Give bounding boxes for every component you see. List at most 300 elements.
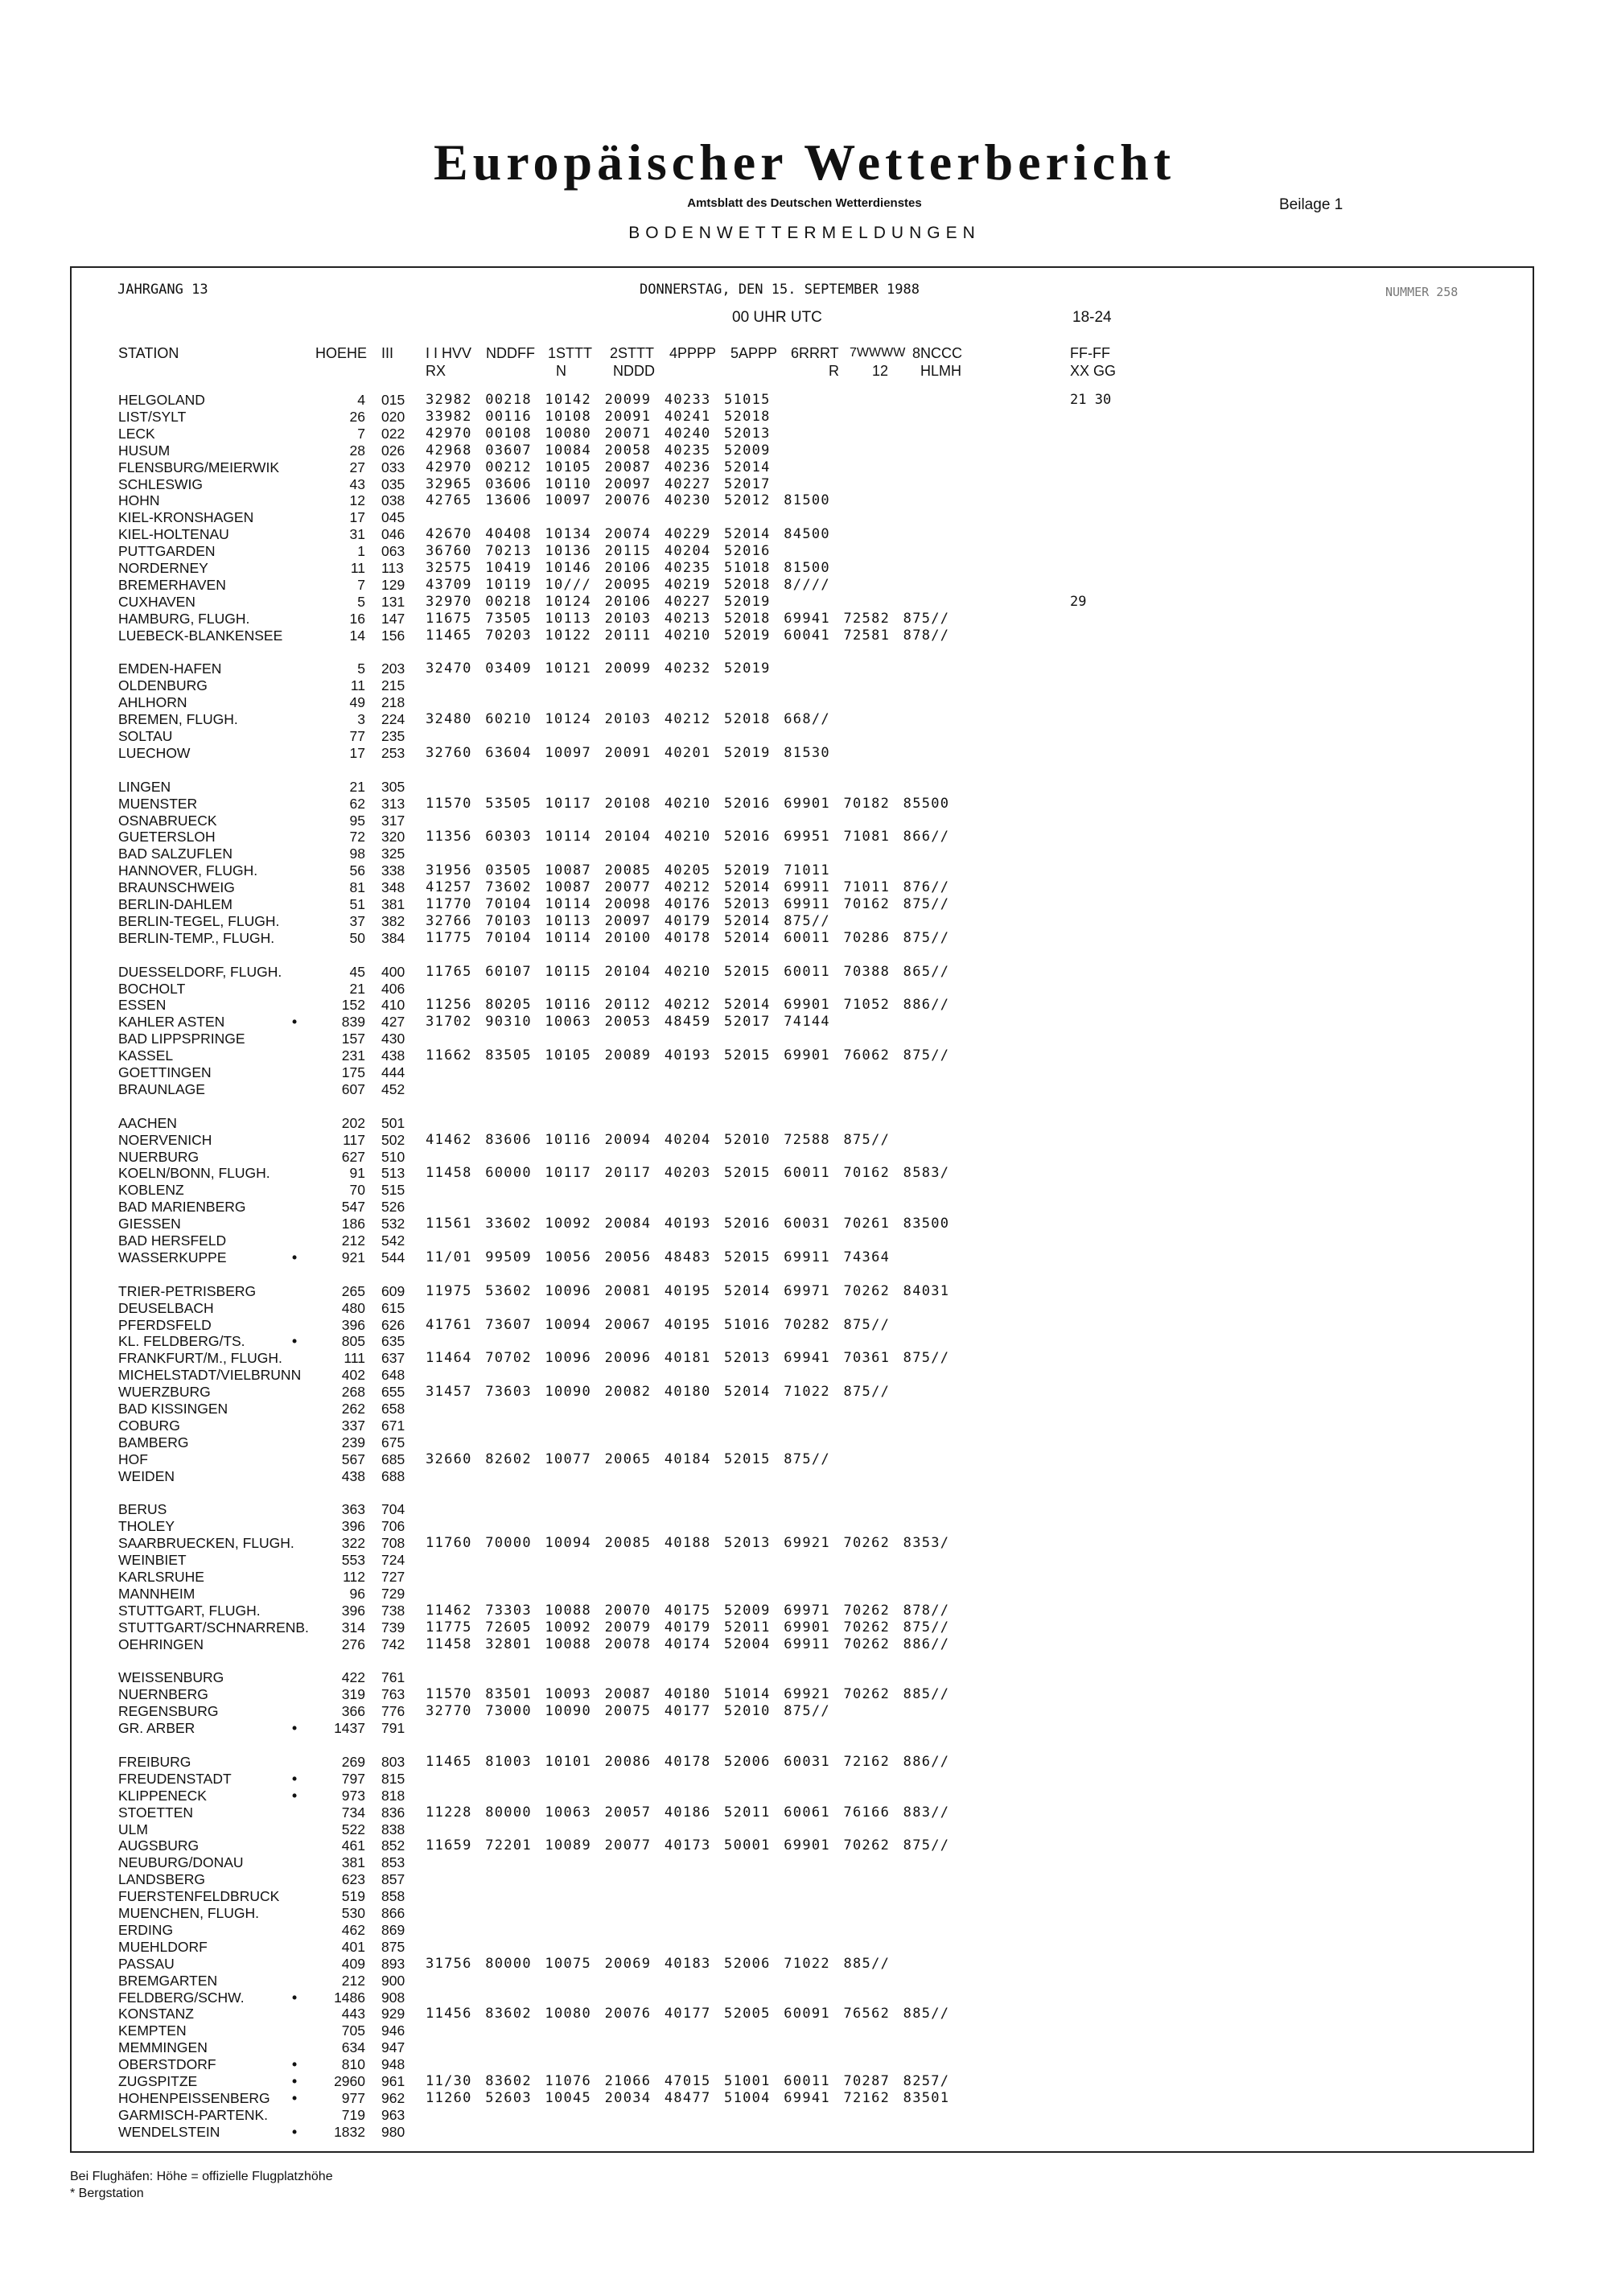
station-index: 838 — [381, 1821, 405, 1837]
station-name: AUGSBURG — [118, 1837, 200, 1854]
station-name: OSNABRUECK — [118, 812, 217, 829]
station-index: 156 — [381, 627, 405, 644]
station-index: 113 — [381, 560, 404, 576]
station-elevation: 77 — [349, 728, 365, 744]
station-elevation: 21 — [349, 980, 365, 997]
station-elevation: 37 — [349, 912, 365, 929]
station-elevation: 268 — [341, 1384, 365, 1401]
station-index: 948 — [381, 2056, 405, 2073]
station-name: KAHLER ASTEN — [118, 1014, 225, 1031]
station-name: NUERBURG — [118, 1148, 200, 1165]
station-name: BREMGARTEN — [118, 1972, 218, 1989]
station-elevation: 17 — [349, 744, 365, 761]
station-name: KASSEL — [118, 1047, 174, 1064]
station-elevation: 402 — [341, 1367, 365, 1384]
station-elevation: 705 — [341, 2022, 365, 2039]
station-index: 452 — [381, 1080, 405, 1097]
observation-groups: 11675 73505 10113 20103 40213 52018 69941 72582 875// — [426, 610, 950, 627]
station-name: LINGEN — [118, 778, 171, 795]
station-elevation: 462 — [341, 1921, 365, 1938]
station-name: FREUDENSTADT — [118, 1770, 232, 1787]
station-name: BAD MARIENBERG — [118, 1199, 246, 1216]
station-index: 866 — [381, 1905, 405, 1921]
col-8nccc: 8NCCC — [912, 345, 963, 361]
station-name: SAARBRUECKEN, FLUGH. — [118, 1535, 294, 1552]
station-elevation: 186 — [341, 1216, 365, 1232]
station-name: PUTTGARDEN — [118, 543, 216, 560]
station-index: 962 — [381, 2089, 405, 2106]
observation-groups: 32660 82602 10077 20065 40184 52015 875// — [426, 1450, 830, 1467]
station-elevation: 409 — [341, 1955, 365, 1972]
observation-groups: 11356 60303 10114 20104 40210 52016 69951 71081 866// — [426, 829, 950, 846]
station-index: 502 — [381, 1131, 405, 1148]
station-elevation: 366 — [341, 1703, 365, 1720]
station-elevation: 797 — [341, 1770, 365, 1787]
observation-groups: 11662 83505 10105 20089 40193 52015 69901 76062 875// — [426, 1047, 950, 1064]
station-name: MICHELSTADT/VIELBRUNN — [118, 1367, 302, 1384]
station-elevation: 1 — [357, 543, 365, 560]
station-name: MEMMINGEN — [118, 2039, 208, 2056]
station-name: KLIPPENECK — [118, 1787, 207, 1804]
station-index: 020 — [381, 408, 405, 425]
station-index: 761 — [381, 1669, 405, 1686]
observation-groups: 42970 00212 10105 20087 40236 52014 — [426, 459, 771, 475]
station-index: 739 — [381, 1619, 405, 1636]
station-name: LECK — [118, 425, 155, 442]
station-name: KEMPTEN — [118, 2022, 187, 2039]
observation-groups: 32480 60210 10124 20103 40212 52018 668// — [426, 711, 830, 728]
station-index: 338 — [381, 862, 405, 879]
station-elevation: 396 — [341, 1518, 365, 1535]
station-index: 655 — [381, 1384, 405, 1401]
station-index: 648 — [381, 1367, 405, 1384]
station-index: 129 — [381, 576, 405, 593]
station-elevation: 262 — [341, 1401, 365, 1417]
station-elevation: 276 — [341, 1636, 365, 1652]
station-index: 980 — [381, 2123, 405, 2140]
observation-groups: 42970 00108 10080 20071 40240 52013 — [426, 425, 771, 442]
station-elevation: 72 — [349, 829, 365, 846]
col-ihvv-sub: RX — [426, 363, 446, 379]
station-index: 218 — [381, 694, 405, 711]
col-6rrrt: 6RRRT — [791, 345, 839, 361]
observation-groups: 11770 70104 10114 20098 40176 52013 69911 70162 875// — [426, 896, 950, 912]
observation-groups: 11975 53602 10096 20081 40195 52014 69971 70262 84031 — [426, 1282, 950, 1299]
station-name: BERLIN-TEMP., FLUGH. — [118, 929, 275, 946]
station-index: 313 — [381, 795, 405, 812]
station-index: 963 — [381, 2106, 405, 2123]
station-name: PASSAU — [118, 1955, 175, 1972]
observation-groups: 11/01 99509 10056 20056 48483 52015 69911 74364 — [426, 1249, 891, 1265]
station-name: FELDBERG/SCHW. — [118, 1989, 245, 2006]
station-name: BREMEN, FLUGH. — [118, 711, 238, 728]
observation-groups: 32770 73000 10090 20075 40177 52010 875// — [426, 1703, 830, 1720]
station-elevation: 7 — [357, 425, 365, 442]
station-index: 384 — [381, 929, 405, 946]
station-elevation: 16 — [349, 610, 365, 627]
station-elevation: 43 — [349, 475, 365, 492]
observation-groups: 11465 81003 10101 20086 40178 52006 60031 72162 886// — [426, 1753, 950, 1770]
station-elevation: 152 — [341, 997, 365, 1014]
station-elevation: 14 — [349, 627, 365, 644]
station-index: 961 — [381, 2073, 405, 2089]
station-index: 438 — [381, 1047, 405, 1064]
station-index: 727 — [381, 1569, 405, 1585]
station-elevation: 212 — [341, 1972, 365, 1989]
station-index: 742 — [381, 1636, 405, 1652]
station-index: 224 — [381, 711, 405, 728]
station-elevation: 623 — [341, 1871, 365, 1888]
observation-groups: 11570 83501 10093 20087 40180 51014 69921 70262 885// — [426, 1686, 950, 1703]
observation-groups: 42670 40408 10134 20074 40229 52014 84500 — [426, 526, 830, 543]
observation-groups: 32575 10419 10146 20106 40235 51018 81500 — [426, 560, 830, 576]
station-elevation: 319 — [341, 1686, 365, 1703]
station-name: GARMISCH-PARTENK. — [118, 2106, 269, 2123]
station-index: 510 — [381, 1148, 405, 1165]
station-name: KL. FELDBERG/TS. — [118, 1333, 245, 1350]
col-6rrrt-sub: R — [829, 363, 839, 379]
station-elevation: 265 — [341, 1282, 365, 1299]
station-elevation: 480 — [341, 1299, 365, 1316]
station-name: SOLTAU — [118, 728, 173, 744]
station-name: ZUGSPITZE — [118, 2073, 198, 2089]
station-elevation: 231 — [341, 1047, 365, 1064]
observation-groups: 31702 90310 10063 20053 48459 52017 74144 — [426, 1014, 830, 1031]
station-index: 815 — [381, 1770, 405, 1787]
station-name: MUENSTER — [118, 795, 198, 812]
station-name: TRIER-PETRISBERG — [118, 1282, 257, 1299]
col-7wwww: 7WWWW — [850, 346, 906, 360]
station-index: 637 — [381, 1350, 405, 1367]
station-name: ESSEN — [118, 997, 167, 1014]
station-name: GOETTINGEN — [118, 1064, 212, 1080]
station-name: WUERZBURG — [118, 1384, 211, 1401]
station-index: 836 — [381, 1804, 405, 1821]
station-elevation: 28 — [349, 442, 365, 459]
station-elevation: 805 — [341, 1333, 365, 1350]
col-ihvv: I I HVV — [426, 345, 472, 361]
station-name: BOCHOLT — [118, 980, 186, 997]
station-name: HOHN — [118, 492, 160, 509]
group-18-24: 18-24 — [1072, 309, 1112, 326]
mountain-station-marker: • — [292, 2089, 298, 2106]
station-index: 729 — [381, 1585, 405, 1602]
station-index: 147 — [381, 610, 405, 627]
station-index: 317 — [381, 812, 405, 829]
mountain-station-marker: • — [292, 1787, 298, 1804]
col-7wwww-sub: 12 — [872, 363, 889, 379]
col-ff-sub: XX GG — [1070, 363, 1117, 379]
station-elevation: 1486 — [334, 1989, 365, 2006]
station-elevation: 2960 — [334, 2073, 365, 2089]
station-elevation: 1437 — [334, 1720, 365, 1737]
observation-groups: 11775 72605 10092 20079 40179 52011 69901 70262 875// — [426, 1619, 950, 1636]
observation-groups: 31956 03505 10087 20085 40205 52019 71011 — [426, 862, 830, 879]
station-name: HELGOLAND — [118, 392, 205, 408]
observation-groups: 11/30 83602 11076 21066 47015 51001 60011 70287 8257/ — [426, 2073, 950, 2089]
station-elevation: 547 — [341, 1199, 365, 1216]
station-name: THOLEY — [118, 1518, 175, 1535]
observation-groups: 36760 70213 10136 20115 40204 52016 — [426, 543, 771, 560]
station-name: WEINBIET — [118, 1552, 187, 1569]
station-elevation: 70 — [349, 1182, 365, 1199]
station-index: 348 — [381, 879, 405, 896]
station-name: ERDING — [118, 1921, 174, 1938]
station-index: 035 — [381, 475, 405, 492]
station-elevation: 21 — [349, 778, 365, 795]
station-index: 626 — [381, 1316, 405, 1333]
station-index: 946 — [381, 2022, 405, 2039]
station-elevation: 12 — [349, 492, 365, 509]
station-name: KIEL-HOLTENAU — [118, 526, 229, 543]
station-name: FRANKFURT/M., FLUGH. — [118, 1350, 282, 1367]
station-elevation: 157 — [341, 1031, 365, 1047]
station-elevation: 634 — [341, 2039, 365, 2056]
station-elevation: 62 — [349, 795, 365, 812]
station-name: BERLIN-DAHLEM — [118, 896, 233, 912]
station-name: ULM — [118, 1821, 148, 1837]
station-index: 501 — [381, 1114, 405, 1131]
observation-groups: 11458 60000 10117 20117 40203 52015 60011 70162 8583/ — [426, 1165, 950, 1182]
station-elevation: 921 — [341, 1249, 365, 1265]
station-elevation: 567 — [341, 1450, 365, 1467]
station-index: 542 — [381, 1232, 405, 1249]
station-elevation: 111 — [344, 1350, 365, 1367]
station-elevation: 175 — [341, 1064, 365, 1080]
station-elevation: 719 — [341, 2106, 365, 2123]
station-elevation: 5 — [357, 593, 365, 610]
observation-groups: 11458 32801 10088 20078 40174 52004 69911 70262 886// — [426, 1636, 950, 1652]
station-elevation: 627 — [341, 1148, 365, 1165]
station-index: 688 — [381, 1467, 405, 1484]
observation-groups: 11760 70000 10094 20085 40188 52013 69921 70262 8353/ — [426, 1535, 950, 1552]
mountain-station-marker: • — [292, 1014, 298, 1031]
observation-groups: 11456 83602 10080 20076 40177 52005 60091 76562 885// — [426, 2006, 950, 2022]
station-index: 658 — [381, 1401, 405, 1417]
station-elevation: 396 — [341, 1602, 365, 1619]
station-index: 671 — [381, 1417, 405, 1434]
station-index: 038 — [381, 492, 405, 509]
jahrgang: JAHRGANG 13 — [117, 282, 208, 298]
station-name: HOF — [118, 1450, 148, 1467]
observation-groups: 33982 00116 10108 20091 40241 52018 — [426, 408, 771, 425]
issue-number: NUMMER 258 — [1385, 285, 1459, 299]
observation-groups: 31756 80000 10075 20069 40183 52006 71022 885// — [426, 1955, 891, 1972]
station-index: 900 — [381, 1972, 405, 1989]
station-name: GIESSEN — [118, 1216, 181, 1232]
station-index: 675 — [381, 1434, 405, 1450]
station-elevation: 396 — [341, 1316, 365, 1333]
observation-time: 00 UHR UTC — [732, 309, 822, 326]
station-elevation: 50 — [349, 929, 365, 946]
station-elevation: 212 — [341, 1232, 365, 1249]
station-elevation: 530 — [341, 1905, 365, 1921]
station-elevation: 95 — [349, 812, 365, 829]
station-name: WASSERKUPPE — [118, 1249, 227, 1265]
station-index: 131 — [381, 593, 405, 610]
station-index: 818 — [381, 1787, 405, 1804]
station-name: FREIBURG — [118, 1753, 191, 1770]
station-name: DUESSELDORF, FLUGH. — [118, 963, 282, 980]
station-elevation: 1832 — [334, 2123, 365, 2140]
station-index: 853 — [381, 1854, 405, 1871]
station-name: BRAUNSCHWEIG — [118, 879, 235, 896]
station-name: FUERSTENFELDBRUCK — [118, 1888, 280, 1905]
station-elevation: 96 — [349, 1585, 365, 1602]
station-name: LUECHOW — [118, 744, 191, 761]
mountain-station-marker: • — [292, 2123, 298, 2140]
station-index: 406 — [381, 980, 405, 997]
station-index: 400 — [381, 963, 405, 980]
station-name: NEUBURG/DONAU — [118, 1854, 244, 1871]
observation-groups: 32965 03606 10110 20097 40227 52017 — [426, 475, 771, 492]
station-name: WEIDEN — [118, 1467, 175, 1484]
station-elevation: 401 — [341, 1938, 365, 1955]
footer-note-airports: Bei Flughäfen: Höhe = offizielle Flugplatzhöhe — [70, 2170, 333, 2183]
station-index: 858 — [381, 1888, 405, 1905]
station-elevation: 202 — [341, 1114, 365, 1131]
station-index: 869 — [381, 1921, 405, 1938]
station-elevation: 56 — [349, 862, 365, 879]
col-1sttt: 1STTT — [548, 345, 593, 361]
beilage-label: Beilage 1 — [1279, 196, 1344, 213]
station-name: BAD LIPPSPRINGE — [118, 1031, 245, 1047]
station-index: 526 — [381, 1199, 405, 1216]
station-name: COBURG — [118, 1417, 180, 1434]
issue-date: DONNERSTAG, DEN 15. SEPTEMBER 1988 — [640, 282, 920, 298]
station-name: DEUSELBACH — [118, 1299, 214, 1316]
station-elevation: 522 — [341, 1821, 365, 1837]
station-name: HOHENPEISSENBERG — [118, 2089, 270, 2106]
station-index: 033 — [381, 459, 405, 475]
station-name: WENDELSTEIN — [118, 2123, 220, 2140]
station-elevation: 45 — [349, 963, 365, 980]
station-name: BREMERHAVEN — [118, 576, 226, 593]
station-index: 026 — [381, 442, 405, 459]
station-name: KOELN/BONN, FLUGH. — [118, 1165, 270, 1182]
station-name: HAMBURG, FLUGH. — [118, 610, 250, 627]
station-elevation: 337 — [341, 1417, 365, 1434]
observation-groups: 32470 03409 10121 20099 40232 52019 — [426, 660, 771, 677]
station-index: 203 — [381, 660, 405, 677]
station-name: BAD KISSINGEN — [118, 1401, 228, 1417]
station-name: OEHRINGEN — [118, 1636, 204, 1652]
station-index: 724 — [381, 1552, 405, 1569]
station-elevation: 5 — [357, 660, 365, 677]
observation-groups: 11465 70203 10122 20111 40210 52019 60041 72581 878// — [426, 627, 950, 644]
col-hoehe: HOEHE — [315, 345, 368, 361]
station-name: WEISSENBURG — [118, 1669, 224, 1686]
col-ff: FF-FF — [1070, 345, 1110, 361]
station-index: 382 — [381, 912, 405, 929]
station-elevation: 112 — [343, 1569, 365, 1585]
station-index: 045 — [381, 509, 405, 526]
station-index: 763 — [381, 1686, 405, 1703]
station-elevation: 117 — [343, 1131, 365, 1148]
station-name: REGENSBURG — [118, 1703, 219, 1720]
station-index: 215 — [381, 677, 405, 694]
mountain-station-marker: • — [292, 1720, 298, 1737]
station-index: 444 — [381, 1064, 405, 1080]
mountain-station-marker: • — [292, 1989, 298, 2006]
observation-groups: 11561 33602 10092 20084 40193 52016 60031 70261 83500 — [426, 1216, 950, 1232]
report-subtitle: Amtsblatt des Deutschen Wetterdienstes — [687, 196, 922, 210]
station-index: 791 — [381, 1720, 405, 1737]
station-elevation: 91 — [349, 1165, 365, 1182]
station-name: AHLHORN — [118, 694, 187, 711]
station-index: 929 — [381, 2006, 405, 2022]
mountain-station-marker: • — [292, 1333, 298, 1350]
observation-groups: 32982 00218 10142 20099 40233 51015 — [426, 392, 771, 408]
station-index: 615 — [381, 1299, 405, 1316]
footer-note-mountain: * Bergstation — [70, 2187, 144, 2200]
station-elevation: 239 — [341, 1434, 365, 1450]
station-elevation: 461 — [341, 1837, 365, 1854]
station-name: KOBLENZ — [118, 1182, 184, 1199]
station-elevation: 7 — [357, 576, 365, 593]
station-name: BAD SALZUFLEN — [118, 846, 233, 862]
station-name: AACHEN — [118, 1114, 177, 1131]
station-name: FLENSBURG/MEIERWIK — [118, 459, 279, 475]
observation-groups: 11256 80205 10116 20112 40212 52014 69901 71052 886// — [426, 997, 950, 1014]
station-index: 253 — [381, 744, 405, 761]
observation-groups: 32760 63604 10097 20091 40201 52019 81530 — [426, 744, 830, 761]
station-name: PFERDSFELD — [118, 1316, 212, 1333]
station-index: 513 — [381, 1165, 405, 1182]
station-index: 609 — [381, 1282, 405, 1299]
station-elevation: 973 — [341, 1787, 365, 1804]
station-name: GR. ARBER — [118, 1720, 195, 1737]
station-elevation: 26 — [349, 408, 365, 425]
station-name: NUERNBERG — [118, 1686, 208, 1703]
station-index: 410 — [381, 997, 405, 1014]
observation-groups: 41257 73602 10087 20077 40212 52014 69911 71011 876// — [426, 879, 950, 896]
station-elevation: 810 — [341, 2056, 365, 2073]
mountain-station-marker: • — [292, 1770, 298, 1787]
station-name: NORDERNEY — [118, 560, 208, 576]
station-name: NOERVENICH — [118, 1131, 212, 1148]
station-index: 235 — [381, 728, 405, 744]
station-name: BERLIN-TEGEL, FLUGH. — [118, 912, 280, 929]
station-index: 852 — [381, 1837, 405, 1854]
report-title: Europäischer Wetterbericht — [433, 134, 1176, 191]
station-elevation: 443 — [341, 2006, 365, 2022]
station-elevation: 4 — [357, 392, 365, 408]
station-elevation: 322 — [341, 1535, 365, 1552]
col-station: STATION — [118, 345, 179, 361]
station-elevation: 11 — [350, 560, 365, 576]
station-name: HUSUM — [118, 442, 171, 459]
station-index: 908 — [381, 1989, 405, 2006]
station-index: 320 — [381, 829, 405, 846]
mountain-station-marker: • — [292, 2056, 298, 2073]
observation-groups: 11464 70702 10096 20096 40181 52013 69941 70361 875// — [426, 1350, 950, 1367]
station-elevation: 381 — [341, 1854, 365, 1871]
station-index: 708 — [381, 1535, 405, 1552]
station-index: 893 — [381, 1955, 405, 1972]
station-elevation: 98 — [349, 846, 365, 862]
station-index: 738 — [381, 1602, 405, 1619]
station-index: 532 — [381, 1216, 405, 1232]
station-name: MUEHLDORF — [118, 1938, 208, 1955]
station-elevation: 3 — [357, 711, 365, 728]
station-elevation: 553 — [341, 1552, 365, 1569]
station-index: 685 — [381, 1450, 405, 1467]
observation-groups: 32766 70103 10113 20097 40179 52014 875// — [426, 912, 830, 929]
station-elevation: 17 — [349, 509, 365, 526]
station-index: 706 — [381, 1518, 405, 1535]
station-index: 947 — [381, 2039, 405, 2056]
